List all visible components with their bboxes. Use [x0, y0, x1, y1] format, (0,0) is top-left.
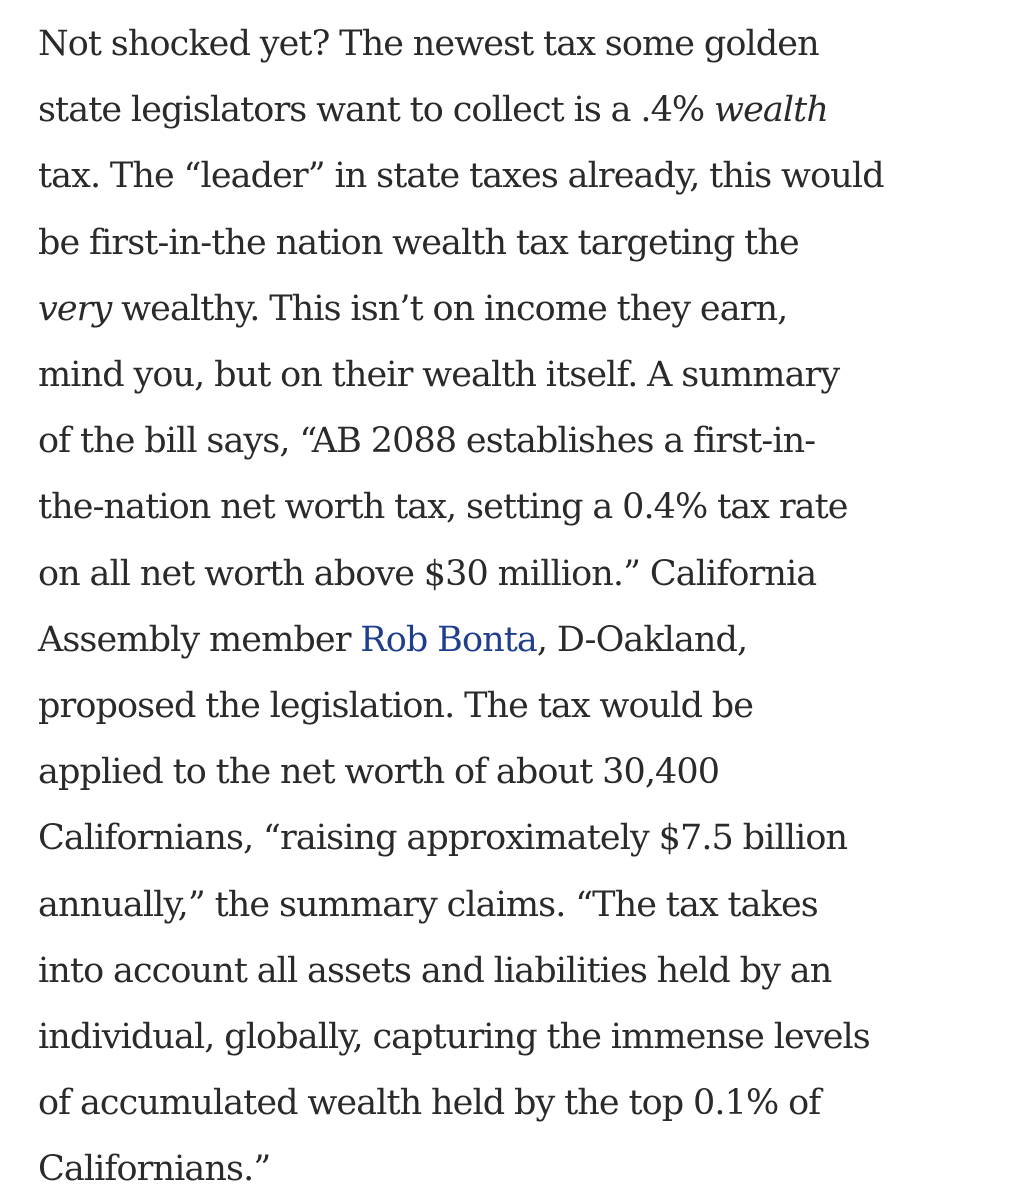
text-line: [38, 143, 1003, 209]
text-segment: of the bill says, “AB 2088 establishes a first-in-: [38, 421, 816, 462]
text-segment: annually,” the summary claims. “The tax takes: [38, 884, 818, 925]
text-segment: into account all assets and liabilities held by an: [38, 950, 832, 991]
text-line: [38, 1004, 1003, 1070]
emphasized-text: wealth: [714, 90, 828, 131]
text-line: [38, 938, 1003, 1004]
text-line: [38, 342, 1003, 408]
text-segment: proposed the legislation. The tax would be: [38, 686, 754, 727]
text-segment: the-nation net worth tax, setting a 0.4% tax rate: [38, 487, 848, 528]
text-segment: state legislators want to collect is a .4%: [38, 90, 715, 131]
text-segment: Not shocked yet? The newest tax some golden: [38, 24, 819, 64]
text-line: [38, 541, 1003, 607]
text-line: [38, 739, 1003, 805]
text-line: [38, 1070, 1003, 1136]
text-line: [38, 408, 1003, 474]
text-segment: Californians, “raising approximately $7.5 billion: [38, 818, 848, 859]
text-line: [38, 77, 1003, 143]
text-segment: of accumulated wealth held by the top 0.1% of: [38, 1083, 821, 1124]
text-segment: individual, globally, capturing the immense levels: [38, 1017, 870, 1058]
emphasized-text: very: [38, 288, 112, 329]
text-segment: , D-Oakland,: [536, 619, 748, 660]
text-line: [38, 607, 1003, 673]
text-line: [38, 210, 1003, 276]
text-segment: mind you, but on their wealth itself. A summary: [38, 355, 840, 396]
text-line: [38, 276, 1003, 342]
text-line: [38, 673, 1003, 739]
text-line: [38, 872, 1003, 938]
text-line: [38, 1136, 1003, 1202]
text-segment: Californians.”: [38, 1149, 271, 1190]
article-paragraph: [38, 11, 1003, 1203]
text-segment: tax. The “leader” in state taxes already, this would: [38, 156, 884, 197]
text-line: [38, 474, 1003, 540]
text-segment: be first-in-the nation wealth tax targeting the: [38, 222, 799, 263]
text-segment: wealthy. This isn’t on income they earn,: [111, 288, 788, 329]
text-line: [38, 805, 1003, 871]
text-segment: on all net worth above $30 million.” California: [38, 553, 817, 594]
text-segment: Assembly member: [38, 619, 361, 660]
text-line: [38, 11, 1003, 77]
text-segment: applied to the net worth of about 30,400: [38, 752, 720, 793]
rob-bonta-link[interactable]: Rob Bonta: [360, 619, 537, 660]
